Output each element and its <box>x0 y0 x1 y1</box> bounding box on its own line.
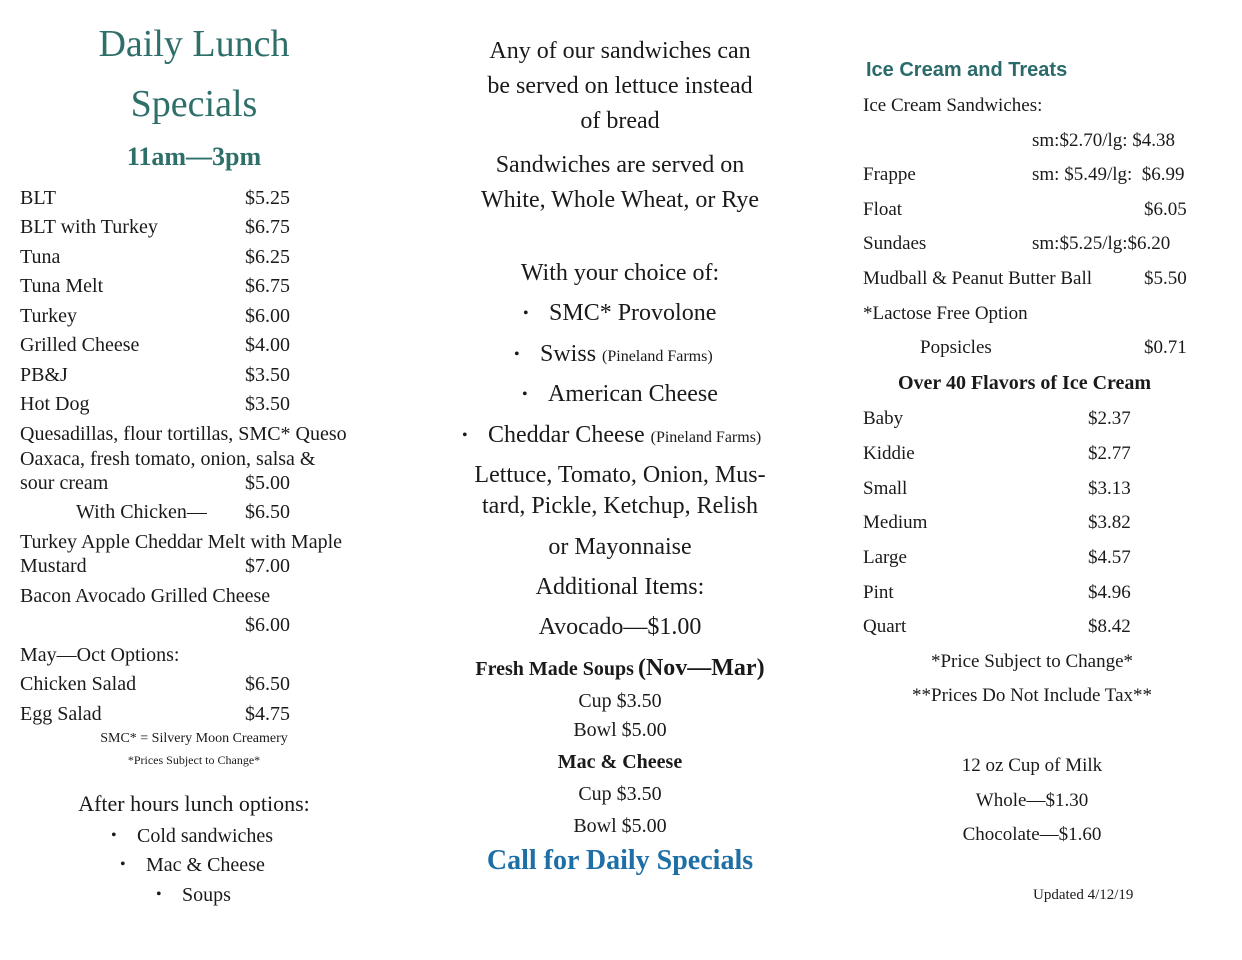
soups-heading <box>420 655 820 682</box>
seasonal-heading: May—Oct Options: <box>20 644 180 666</box>
bacon-avocado-name: Bacon Avocado Grilled Cheese <box>20 585 271 607</box>
size-name: Small <box>863 478 908 499</box>
after-hours-item: • Mac & Cheese <box>120 854 265 877</box>
size-price: $3.13 <box>1088 478 1131 499</box>
cheese-name: SMC* Provolone <box>549 300 717 326</box>
cheese-option <box>522 381 718 408</box>
cheese-option <box>514 341 713 368</box>
size-price: $4.96 <box>1088 582 1131 603</box>
cheese-note: (Pineland Farms) <box>602 348 713 365</box>
lettuce-note-line1: Any of our sandwiches can <box>489 38 751 64</box>
ice-cream-heading: Ice Cream and Treats <box>866 59 1068 81</box>
cheese-name: Cheddar Cheese <box>488 422 645 448</box>
after-hours-item: • Cold sandwiches <box>111 825 273 848</box>
quesadilla-line2: Oaxaca, fresh tomato, onion, salsa & <box>20 448 316 470</box>
cheese-note: (Pineland Farms) <box>650 429 762 446</box>
sundaes-label: Sundaes <box>863 233 927 254</box>
size-name: Large <box>863 547 907 568</box>
size-name: Pint <box>863 582 894 603</box>
price-note: *Prices Subject to Change* <box>127 753 261 767</box>
milk-whole: Whole—$1.30 <box>975 790 1089 811</box>
float-label: Float <box>863 199 903 220</box>
menu-item-price: $6.00 <box>245 305 290 327</box>
quesadilla-line1: Quesadillas, flour tortillas, SMC* Queso <box>20 423 347 445</box>
frappe-price: sm: $5.49/lg: $6.99 <box>1032 164 1185 185</box>
hours: 11am—3pm <box>126 142 262 171</box>
mudball-label: Mudball & Peanut Butter Ball <box>863 268 1093 289</box>
menu-item-name: Grilled Cheese <box>20 334 140 356</box>
menu-item-price: $6.75 <box>245 216 290 238</box>
bread-note-line1: Sandwiches are served on <box>495 152 745 178</box>
after-hours-item: • Soups <box>156 884 231 907</box>
menu-item-price: $3.50 <box>245 393 290 415</box>
smc-note: SMC* = Silvery Moon Creamery <box>100 731 288 746</box>
sundaes-price: sm:$5.25/lg:$6.20 <box>1032 233 1171 254</box>
menu-item-price: $6.25 <box>245 246 290 268</box>
menu-item-name: Hot Dog <box>20 393 90 415</box>
milk-chocolate: Chocolate—$1.60 <box>962 824 1102 845</box>
size-price: $2.77 <box>1088 443 1131 464</box>
size-name: Medium <box>863 512 928 533</box>
quesadilla-line3: sour cream <box>20 472 109 494</box>
chicken-price: $6.50 <box>245 501 290 523</box>
frappe-label: Frappe <box>863 164 916 185</box>
menu-item-name: BLT <box>20 187 56 209</box>
updated-date: Updated 4/12/19 <box>1033 887 1134 903</box>
size-name: Kiddie <box>863 443 915 464</box>
menu-item-name: Chicken Salad <box>20 673 137 695</box>
soup-bowl: Bowl $5.00 <box>573 719 667 741</box>
price-change-note: *Price Subject to Change* <box>930 651 1134 672</box>
toppings-line1: Lettuce, Tomato, Onion, Mus- <box>474 462 766 488</box>
cheese-option <box>462 422 761 449</box>
additional-heading: Additional Items: <box>535 574 705 600</box>
lactose-note: *Lactose Free Option <box>863 303 1028 324</box>
size-price: $2.37 <box>1088 408 1131 429</box>
menu-item-price: $6.75 <box>245 275 290 297</box>
cheese-option <box>523 300 716 327</box>
size-price: $8.42 <box>1088 616 1131 637</box>
menu-item-name: Tuna <box>20 246 61 268</box>
call-for-specials: Call for Daily Specials <box>486 845 754 876</box>
popsicles-label: Popsicles <box>920 337 992 358</box>
soups-title: Fresh Made Soups <box>475 658 634 680</box>
lettuce-note-line3: of bread <box>580 108 660 134</box>
popsicles-price: $0.71 <box>1144 337 1187 358</box>
chicken-label: With Chicken— <box>76 501 207 523</box>
menu-item-name: Turkey <box>20 305 78 327</box>
menu-item-name: PB&J <box>20 364 68 386</box>
tax-note: **Prices Do Not Include Tax** <box>912 685 1152 706</box>
soups-season: (Nov—Mar) <box>637 655 765 681</box>
flavors-heading: Over 40 Flavors of Ice Cream <box>898 372 1152 394</box>
menu-item-price: $5.25 <box>245 187 290 209</box>
ice-cream-sandwiches-price: sm:$2.70/lg: $4.38 <box>1032 130 1176 151</box>
mac-cup: Cup $3.50 <box>578 783 662 805</box>
menu-item-price: $4.00 <box>245 334 290 356</box>
lettuce-note-line2: be served on lettuce instead <box>487 73 753 99</box>
choice-heading: With your choice of: <box>520 260 720 286</box>
menu-item-name: Egg Salad <box>20 703 102 725</box>
toppings-line2: tard, Pickle, Ketchup, Relish <box>482 493 758 519</box>
float-price: $6.05 <box>1144 199 1187 220</box>
ice-cream-sandwiches-label: Ice Cream Sandwiches: <box>863 95 1043 116</box>
turkey-apple-line2: Mustard <box>20 555 87 577</box>
milk-heading: 12 oz Cup of Milk <box>961 755 1103 776</box>
mac-bowl: Bowl $5.00 <box>573 815 667 837</box>
turkey-apple-line1: Turkey Apple Cheddar Melt with Maple <box>20 531 343 553</box>
mac-heading: Mac & Cheese <box>557 751 683 773</box>
size-price: $3.82 <box>1088 512 1131 533</box>
bread-note-line2: White, Whole Wheat, or Rye <box>480 187 760 213</box>
after-hours-heading: After hours lunch options: <box>78 791 310 816</box>
mudball-price: $5.50 <box>1144 268 1187 289</box>
menu-item-name: BLT with Turkey <box>20 216 158 238</box>
size-name: Quart <box>863 616 907 637</box>
size-price: $4.57 <box>1088 547 1131 568</box>
avocado-item: Avocado—$1.00 <box>538 614 702 640</box>
bacon-avocado-price: $6.00 <box>245 614 290 636</box>
toppings-line3: or Mayonnaise <box>548 534 692 560</box>
size-name: Baby <box>863 408 904 429</box>
turkey-apple-price: $7.00 <box>245 555 290 577</box>
soup-cup: Cup $3.50 <box>578 690 662 712</box>
page-title-line1: Daily Lunch <box>98 23 290 65</box>
quesadilla-price: $5.00 <box>245 472 290 494</box>
menu-item-price: $3.50 <box>245 364 290 386</box>
page-title-line2: Specials <box>130 83 258 125</box>
menu-item-name: Tuna Melt <box>20 275 104 297</box>
cheese-name: Swiss <box>540 341 597 367</box>
menu-item-price: $6.50 <box>245 673 290 695</box>
cheese-name: American Cheese <box>548 381 718 407</box>
menu-item-price: $4.75 <box>245 703 290 725</box>
